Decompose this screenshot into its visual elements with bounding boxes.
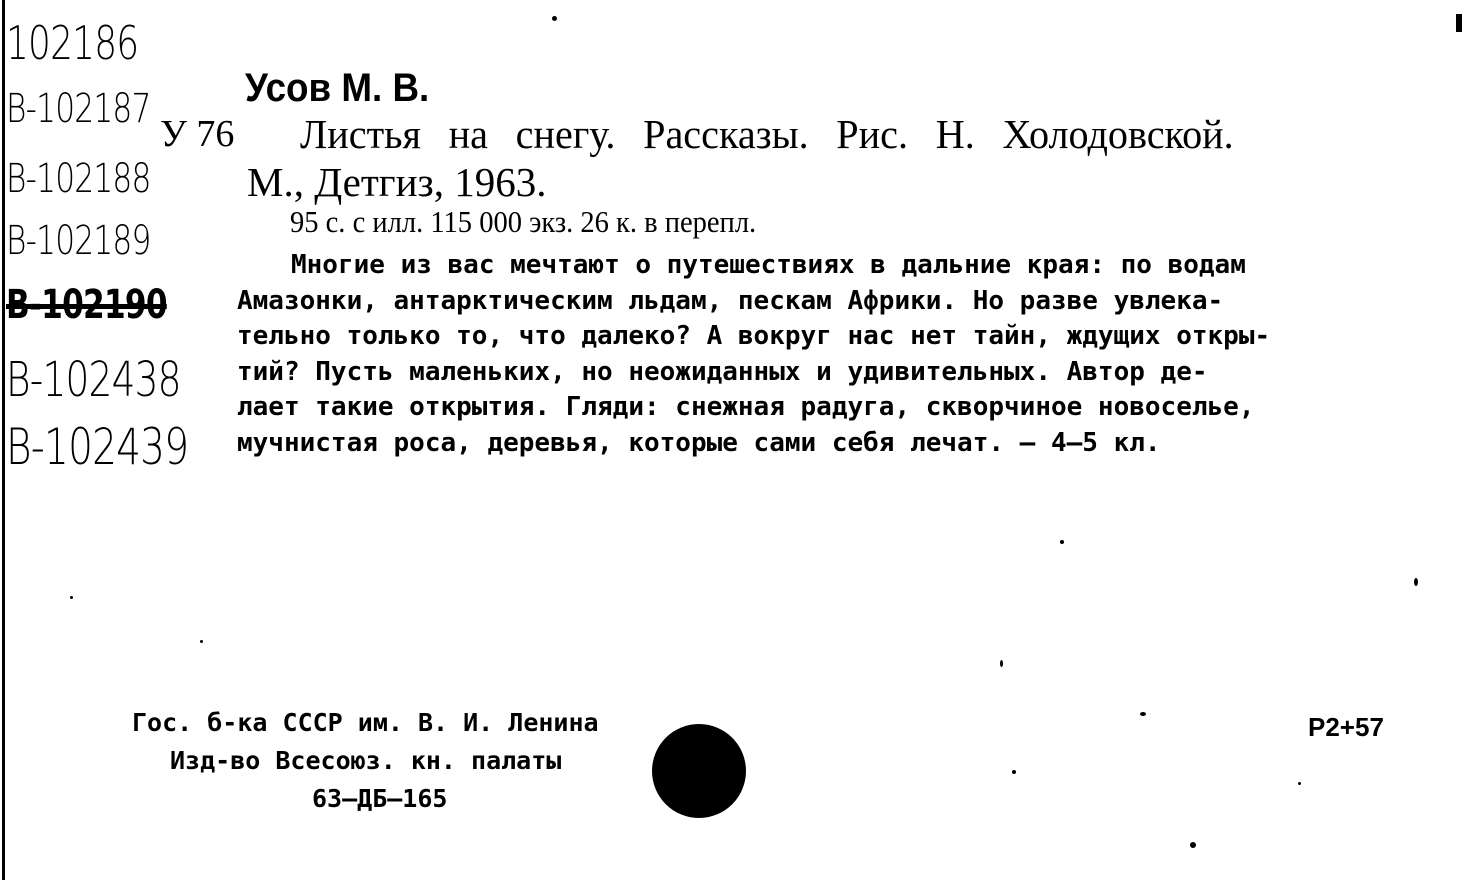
classmark: У 76 bbox=[160, 113, 235, 155]
annotation-line: мучнистая роса, деревья, которые сами себя лечат. — 4—5 кл. bbox=[237, 427, 1161, 458]
edge-mark bbox=[1456, 14, 1462, 32]
imprint: М., Детгиз, 1963. bbox=[247, 159, 547, 205]
scan-speck bbox=[1140, 712, 1146, 716]
inventory-number: 102186 bbox=[6, 16, 139, 70]
inventory-number: В-102187 bbox=[6, 86, 151, 132]
scan-speck bbox=[552, 16, 557, 21]
scan-speck bbox=[70, 596, 73, 599]
scan-speck bbox=[1000, 660, 1003, 667]
inventory-number-struck: В-102190 bbox=[6, 282, 167, 328]
annotation bbox=[237, 248, 1409, 462]
annotation-line: лает такие открытия. Гляди: снежная радуга, скворчиное новоселье, bbox=[237, 392, 1255, 423]
author-heading: Усов М. В. bbox=[245, 66, 430, 110]
scan-speck bbox=[1414, 578, 1418, 586]
scan-speck bbox=[1012, 770, 1016, 774]
library-name: Гос. б-ка СССР им. В. И. Ленина bbox=[132, 708, 599, 737]
publisher-name: Изд-во Всесоюз. кн. палаты bbox=[170, 746, 562, 775]
collation: 95 с. с илл. 115 000 экз. 26 к. в перепл. bbox=[290, 204, 757, 239]
punch-hole bbox=[652, 724, 746, 818]
card-number: 63—ДБ—165 bbox=[312, 784, 448, 813]
scan-speck bbox=[1298, 782, 1301, 785]
inventory-number: В-102188 bbox=[6, 156, 151, 202]
inventory-number: В-102439 bbox=[6, 418, 189, 476]
inventory-number: В-102438 bbox=[6, 352, 181, 408]
scan-speck bbox=[1060, 540, 1064, 544]
card-edge-line bbox=[2, 0, 5, 880]
annotation-line: тельно только то, что далеко? А вокруг нас нет тайн, ждущих откры- bbox=[237, 321, 1271, 352]
annotation-line: тий? Пусть маленьких, но неожиданных и удивительных. Автор де- bbox=[237, 356, 1208, 387]
classification-code: Р2+57 bbox=[1308, 712, 1384, 742]
scan-speck bbox=[200, 640, 203, 643]
annotation-line: Многие из вас мечтают о путешествиях в дальние края: по водам bbox=[291, 250, 1246, 280]
annotation-line: Амазонки, антарктическим льдам, пескам Африки. Но разве увлека- bbox=[237, 285, 1224, 316]
title-statement: Листья на снегу. Рассказы. Рис. Н. Холодовской. bbox=[300, 111, 1234, 157]
inventory-number: В-102189 bbox=[6, 218, 151, 264]
scan-speck bbox=[1190, 842, 1196, 848]
